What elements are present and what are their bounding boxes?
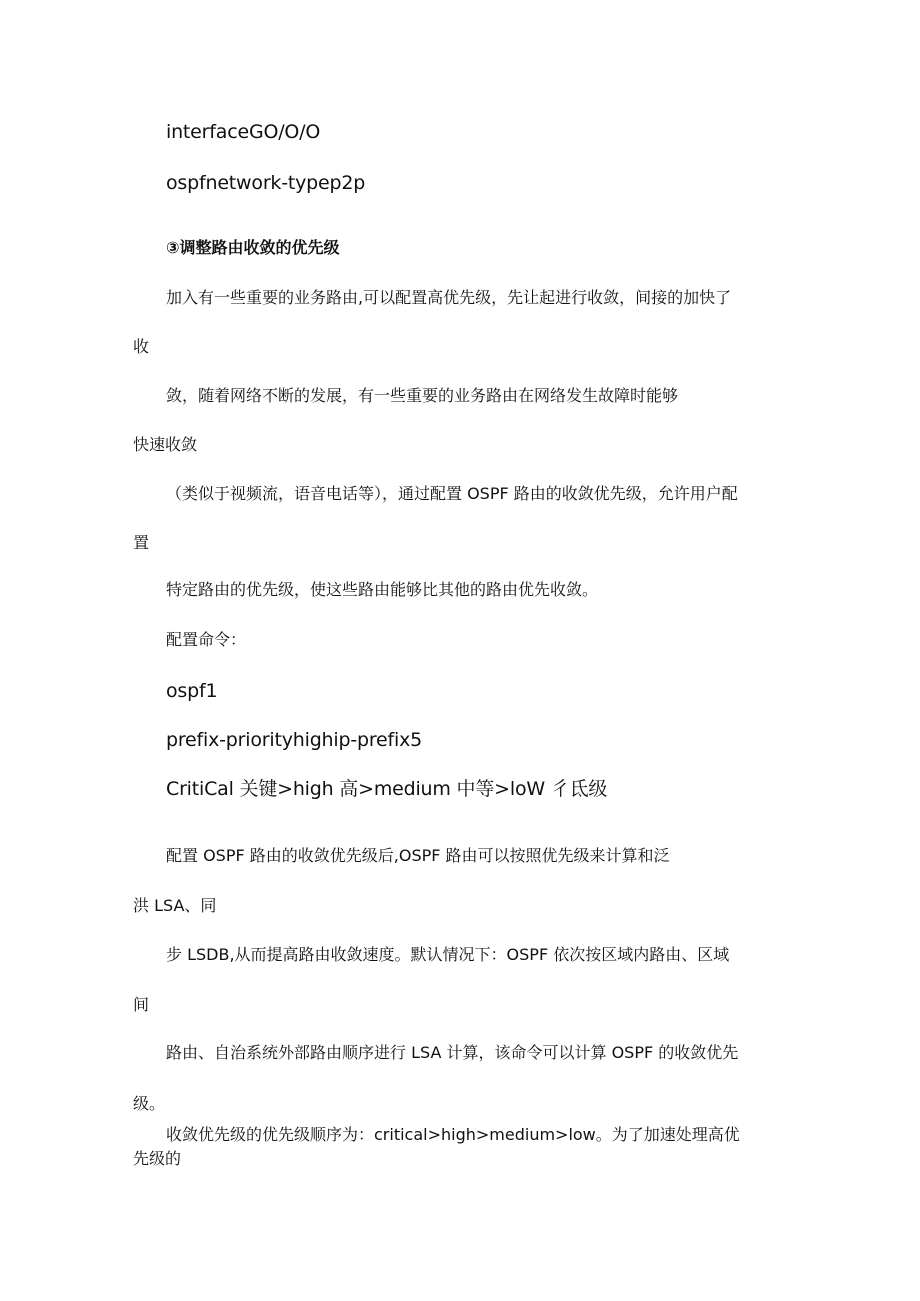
paragraph2-line1: 配置 OSPF 路由的收敛优先级后,OSPF 路由可以按照优先级来计算和泛 [166, 846, 670, 865]
paragraph2-line5: 路由、自治系统外部路由顺序进行 LSA 计算，该命令可以计算 OSPF 的收敛优先 [166, 1043, 739, 1062]
paragraph1-line5: （类似于视频流，语音电话等），通过配置 OSPF 路由的收敛优先级，允许用户配 [166, 484, 738, 503]
command-ospf: ospf1 [166, 680, 218, 702]
paragraph2-line4: 间 [133, 995, 150, 1014]
paragraph1-line2: 收 [133, 337, 150, 356]
paragraph1-line6: 置 [133, 533, 150, 552]
paragraph2-line6: 级。 [133, 1094, 166, 1113]
section-heading: ③调整路由收敛的优先级 [166, 238, 340, 257]
command-priority-levels: CritiCal 关键>high 高>medium 中等>loW 彳氐级 [166, 778, 608, 800]
paragraph3-line2: 先级的 [133, 1149, 182, 1168]
paragraph3-line1: 收敛优先级的优先级顺序为：critical>high>medium>low。为了加速处理高优 [166, 1125, 740, 1144]
config-network-type-line: ospfnetwork-typep2p [166, 172, 366, 194]
paragraph2-line3: 步 LSDB,从而提高路由收敛速度。默认情况下：OSPF 依次按区域内路由、区域 [166, 945, 730, 964]
paragraph1-line4: 快速收敛 [133, 435, 198, 454]
config-interface-line: interfaceGO/O/O [166, 121, 321, 143]
command-prefix-priority: prefix-priorityhighip-prefix5 [166, 729, 423, 751]
command-label: 配置命令： [166, 630, 247, 649]
paragraph1-line7: 特定路由的优先级，使这些路由能够比其他的路由优先收敛。 [166, 580, 599, 599]
paragraph1-line1: 加入有一些重要的业务路由,可以配置高优先级，先让起进行收敛，间接的加快了 [166, 288, 732, 307]
paragraph2-line2: 洪 LSA、同 [133, 896, 217, 915]
paragraph1-line3: 敛，随着网络不断的发展，有一些重要的业务路由在网络发生故障时能够 [166, 386, 679, 405]
